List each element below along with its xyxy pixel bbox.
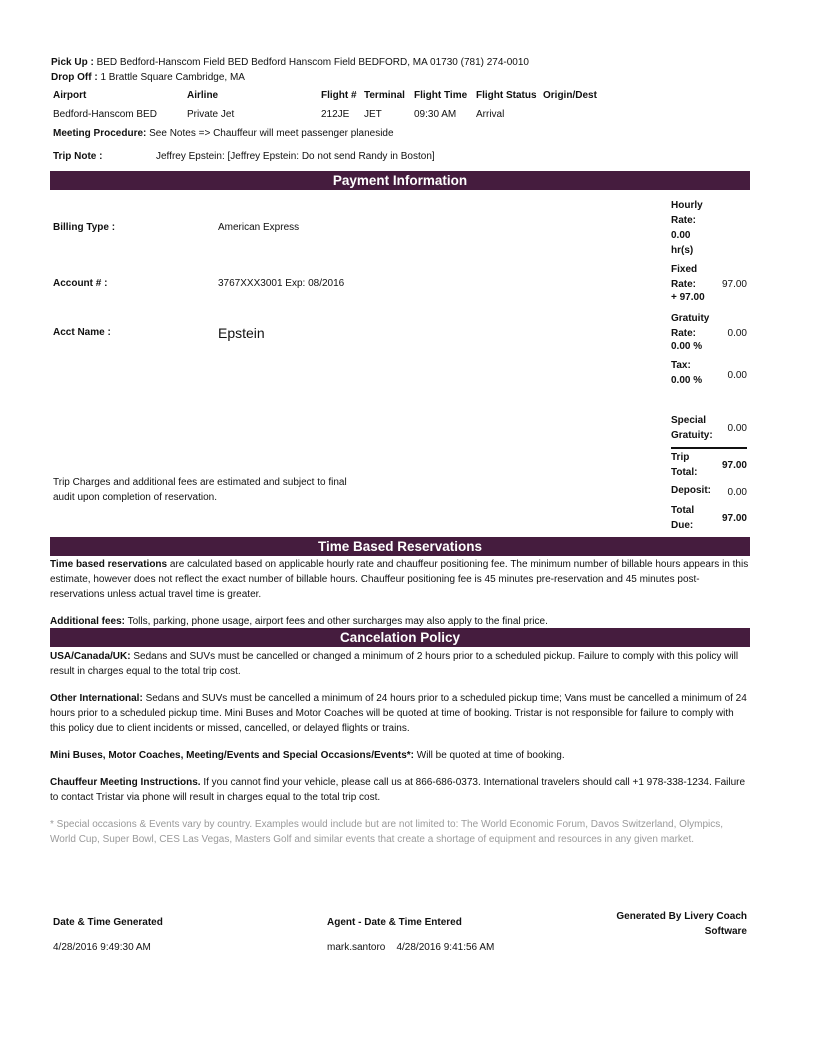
gratuity-rate-value: 0.00	[727, 328, 747, 339]
meeting-value: See Notes => Chauffeur will meet passenger planeside	[149, 128, 394, 139]
meeting-procedure	[53, 128, 394, 139]
acct-name-label: Acct Name :	[53, 327, 111, 338]
flight-cell-airport: Bedford-Hanscom BED	[53, 109, 157, 120]
total-due-value: 97.00	[721, 513, 747, 524]
acct-name-value: Epstein	[218, 325, 265, 341]
cancel-section-header: Cancelation Policy	[50, 628, 750, 647]
chauffeur-meeting-text: If you cannot find your vehicle, please call us at 866-686-0373. International travelers should call +1 978-338-1234. Failure to contact Tristar via phone will result in charges equal to the total trip cost.	[50, 777, 746, 803]
gratuity-rate-percent: 0.00 %	[671, 341, 703, 352]
pickup-value: BED Bedford-Hanscom Field BED Bedford Hanscom Field BEDFORD, MA 01730 (781) 274-0010	[96, 57, 529, 68]
special-events-footnote: * Special occasions & Events vary by country. Examples would include but are not limited to: The World Economic Forum, Davos Switzerland, Olympics, World Cup, Super Bowl, CES Las Vegas, Masters Golf and similar events that create a shortage of equipment and resources in any given market.	[50, 819, 724, 845]
trip-total-value: 97.00	[721, 460, 747, 471]
total-due-label: Total Due:	[671, 505, 695, 531]
meeting-label: Meeting Procedure:	[53, 128, 147, 139]
tax-percent: 0.00 %	[671, 375, 703, 386]
payment-section-header: Payment Information	[50, 171, 750, 190]
deposit-label: Deposit:	[671, 485, 711, 496]
cancel-minibus-paragraph	[50, 748, 750, 763]
flight-cell-terminal: JET	[364, 109, 382, 120]
dropoff-line	[51, 72, 245, 83]
trip-note-label: Trip Note :	[53, 151, 103, 162]
time-based-section-header: Time Based Reservations	[50, 537, 750, 556]
additional-fees-text: Tolls, parking, phone usage, airport fees and other surcharges may also apply to the final price.	[125, 616, 548, 627]
additional-fees-term: Additional fees:	[50, 616, 126, 627]
cancel-usa-term: USA/Canada/UK:	[50, 651, 131, 662]
cancel-international-term: Other International:	[50, 693, 143, 704]
trip-note-value: Jeffrey Epstein: [Jeffrey Epstein: Do not send Randy in Boston]	[156, 151, 435, 162]
cancel-minibus-term: Mini Buses, Motor Coaches, Meeting/Events and Special Occasions/Events*:	[50, 750, 414, 761]
flight-header-flight-status: Flight Status	[476, 90, 537, 101]
fixed-rate-sub: + 97.00	[671, 292, 705, 303]
hourly-rate-label: Hourly Rate:	[671, 200, 703, 226]
cancel-international-text: Sedans and SUVs must be cancelled a minimum of 24 hours prior to a scheduled pickup time; Vans must be cancelled a minimum of 24 hours prior to a scheduled pickup time. Mini Buses and Motor Coaches will be quoted at time of booking. Tristar is not responsible for failure to comply with this policy due to client incidents or missed, cancelled, or delayed flights or trains.	[50, 693, 747, 734]
flight-header-origin-dest: Origin/Dest	[543, 90, 597, 101]
flight-cell-airline: Private Jet	[187, 109, 235, 120]
cancel-international-paragraph	[50, 691, 750, 736]
billing-type-value: American Express	[218, 222, 300, 233]
flight-header-airport: Airport	[53, 90, 87, 101]
generated-label: Date & Time Generated	[53, 917, 163, 928]
time-based-paragraph	[50, 557, 750, 602]
totals-divider	[671, 447, 747, 449]
cancel-usa-paragraph	[50, 649, 750, 679]
gratuity-rate-label: Gratuity Rate:	[671, 313, 710, 339]
flight-cell-flight-time: 09:30 AM	[414, 109, 457, 120]
dropoff-value: 1 Brattle Square Cambridge, MA	[100, 72, 245, 83]
tax-value: 0.00	[727, 370, 747, 381]
chauffeur-meeting-term: Chauffeur Meeting Instructions.	[50, 777, 201, 788]
fixed-rate-value: 97.00	[721, 279, 747, 290]
generated-value: 4/28/2016 9:49:30 AM	[53, 942, 151, 953]
time-based-text: are calculated based on applicable hourly rate and chauffeur positioning fee. The minimum number of billable hours appears in this estimate, however does not reflect the exact number of billable hours. Chauffeur positioning fee is 45 minutes pre-reservation and 45 minutes post-reservations unless actual travel time is greater.	[50, 559, 749, 600]
additional-fees-paragraph	[50, 614, 750, 629]
flight-header-flight-time: Flight Time	[414, 90, 468, 101]
cancel-usa-text: Sedans and SUVs must be cancelled or changed a minimum of 2 hours prior to a scheduled pickup. Failure to comply with this policy will result in charges equal to the total trip cost.	[50, 651, 739, 677]
flight-header-terminal: Terminal	[364, 90, 405, 101]
trip-total-label: Trip Total:	[671, 452, 698, 478]
flight-cell-flight-number: 212JE	[321, 109, 350, 120]
deposit-value: 0.00	[727, 487, 747, 498]
time-based-term: Time based reservations	[50, 559, 168, 570]
software-credit: Generated By Livery Coach Software	[616, 911, 747, 937]
dropoff-label: Drop Off :	[51, 72, 98, 83]
account-number-value: 3767XXX3001 Exp: 08/2016	[218, 278, 345, 289]
flight-header-flight-number: Flight #	[321, 90, 357, 101]
chauffeur-meeting-paragraph	[50, 775, 750, 805]
agent-label: Agent - Date & Time Entered	[327, 917, 462, 928]
flight-cell-flight-status: Arrival	[476, 109, 505, 120]
special-gratuity-label: Special Gratuity:	[671, 415, 713, 441]
agent-value: mark.santoro 4/28/2016 9:41:56 AM	[327, 942, 495, 953]
charges-disclaimer: Trip Charges and additional fees are estimated and subject to final audit upon completion of reservation.	[53, 477, 347, 503]
tax-label: Tax:	[671, 360, 691, 371]
fixed-rate-label: Fixed Rate:	[671, 264, 698, 290]
special-gratuity-value: 0.00	[727, 423, 747, 434]
hourly-rate-hours: 0.00 hr(s)	[671, 230, 694, 256]
account-number-label: Account # :	[53, 278, 108, 289]
pickup-line	[51, 57, 529, 68]
billing-type-label: Billing Type :	[53, 222, 116, 233]
flight-header-airline: Airline	[187, 90, 219, 101]
cancel-minibus-text: Will be quoted at time of booking.	[414, 750, 565, 761]
pickup-label: Pick Up :	[51, 57, 94, 68]
